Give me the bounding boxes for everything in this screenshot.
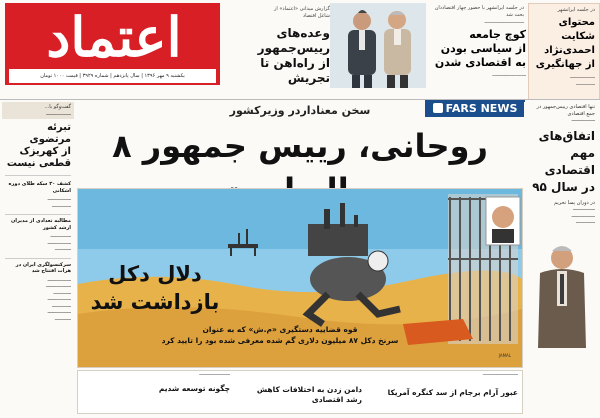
teaser-society-sub: ـــــــــــــــــــــــ: [492, 72, 526, 78]
fars-news-label: FARS NEWS: [425, 100, 525, 117]
right-column: [524, 102, 598, 414]
teaser-society-headline: کوچ جامعه از سیاسی بودن به اقتصادی شدن: [434, 28, 526, 69]
bottom-headline-2: دامن زدن به اختلافات کاهش رشد اقتصادی: [256, 385, 362, 404]
divider: [5, 175, 71, 176]
left-headline[interactable]: تبرئه مرتضوی از کهریزک قطعی نیست: [6, 122, 71, 169]
main-headline[interactable]: روحانی، رییس جمهور ۸: [112, 127, 488, 165]
right-box-headline: محتوای شکایت احمدی‌نژاد از جهانگیری: [535, 17, 595, 70]
left-column: [2, 102, 74, 412]
bottom-headline-3: چگونه توسعه شدیم: [158, 384, 230, 393]
right-box-text: ـــــــــــــــــ ـــــــــــــ: [570, 74, 595, 87]
cartoon-caption-small: قوه قضاییه دستگیری «م.ش» که به عنوان سرنخ دکل ۸۷ میلیون دلاری گم شده معرفی شده بود را تایید کرد: [161, 325, 399, 345]
cartoon-caption-big: دلال دکل بازداشت شد: [90, 262, 220, 314]
left-item-managers[interactable]: مطالبه تعدادی از مدیران ارشد کشور: [10, 218, 71, 231]
main-kicker: سخن معناداردر وزیرکشور: [229, 104, 371, 117]
bottom-kicker-3: ـــــــــــــــــــــ: [199, 371, 230, 377]
right-kicker: تنها اقتصادی رییس‌جمهور در جمع اقتصادی ــــــــــــــــ: [536, 104, 595, 123]
masthead-dateline: یکشنبه ۹ مهر ۱۳۹۶ | سال پانزدهم | شماره ۳۹۲۹ | قیمت ۱۰۰۰ تومان: [9, 69, 216, 83]
left-item-herat[interactable]: سرکنسولگری ایران در هرات افتتاح شد: [15, 261, 71, 274]
masthead-logo: اعتماد: [46, 5, 182, 69]
teaser-kicker: در جلسه ایرانشهر: [557, 7, 595, 13]
bottom-item-economy[interactable]: [242, 371, 362, 413]
bottom-strip: [77, 370, 523, 414]
divider: [5, 214, 71, 215]
two-men-photo-icon: [330, 3, 426, 88]
teaser-society[interactable]: [428, 3, 526, 91]
left-item-herat-text: ــــــــــــــــ ـــــــــــــــــ ــــــــــــ ــــــــــــــــ ـــــــــــــ ــــــــــــــــ ـــــــــــ: [46, 276, 71, 322]
top-photo: [330, 3, 426, 88]
left-item-coins[interactable]: کشف ۳۰ سکه طلای دوره اشکانی: [8, 181, 71, 194]
teaser-promises-headline: وعده‌های رییس‌جمهور از راه‌اهن تا تجریش: [257, 26, 330, 85]
left-top-small: گفت‌وگو با... ـــــــــــــــــ: [2, 102, 74, 119]
teaser-promises[interactable]: [222, 6, 330, 91]
bottom-item-barjam[interactable]: [368, 371, 518, 413]
teaser-society-kicker: در جلسه ایرانشهر با حضور چهار اقتصاددان بحث شد ـــــــــــــــــــــــــــ: [434, 5, 524, 25]
left-item-coins-text: ــــــــــــــــ ـــــــــــــ: [47, 196, 71, 209]
bottom-kicker: ــــــــــــــــــــــــ: [482, 371, 518, 377]
bottom-headline-1: عبور آرام برجام از سد کنگره آمریکا: [387, 388, 518, 397]
teaser-promises-kicker: گزارش میدانی «اعتماد» از شاغل اقتصاد: [273, 6, 330, 19]
divider: [5, 258, 71, 259]
cartoonist-signature: JAMAL: [498, 353, 511, 358]
left-item-managers-text: ــــــــــــــ ــــــــــــــــ ـــــــــــ: [47, 233, 71, 252]
right-headline[interactable]: اتفاق‌های مهم اقتصادی در سال ۹۵: [532, 128, 595, 194]
man-photo-icon: [524, 238, 598, 348]
bottom-item-development[interactable]: [80, 371, 230, 413]
masthead-logo-box[interactable]: [5, 3, 220, 85]
right-bullets: در دوران پسا تحریم ـــــــــــــــ ــــــــــــــــ ـــــــــــــ: [554, 199, 595, 225]
fars-logo-icon: [433, 103, 443, 113]
top-right-teaser-box[interactable]: [528, 3, 600, 100]
